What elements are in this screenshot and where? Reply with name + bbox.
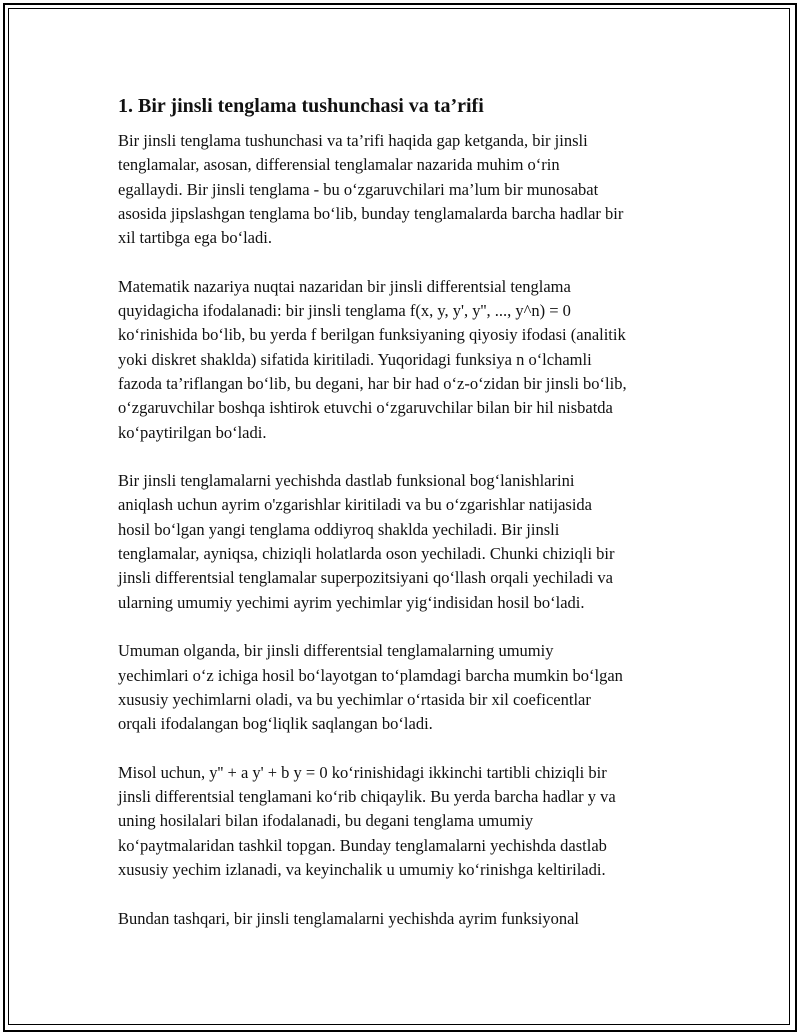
text-line: Bundan tashqari, bir jinsli tenglamalarni yechishda ayrim funksiyonal xyxy=(118,908,579,928)
text-line: hosil bo‘lgan yangi tenglama oddiyroq shaklda yechiladi. Bir jinsli xyxy=(118,519,560,539)
paragraph xyxy=(118,907,698,931)
text-line: tenglamalar, ayniqsa, chiziqli holatlarda oson yechiladi. Chunki chiziqli bir xyxy=(118,544,615,564)
text-line: jinsli differentsial tenglamani ko‘rib chiqaylik. Bu yerda barcha hadlar y va xyxy=(118,787,616,807)
text-line: uning hosilalari bilan ifodalanadi, bu degani tenglama umumiy xyxy=(118,811,534,831)
text-line: ko‘rinishida bo‘lib, bu yerda f berilgan funksiyaning qiyosiy ifodasi (analitik xyxy=(118,325,626,345)
text-line: asosida jipslashgan tenglama bo‘lib, bunday tenglamalarda barcha hadlar bir xyxy=(118,203,624,223)
text-line: fazoda ta’riflangan bo‘lib, bu degani, har bir had o‘z-o‘zidan bir jinsli bo‘lib, xyxy=(118,373,627,393)
text-line: Bir jinsli tenglamalarni yechishda dastlab funksional bog‘lanishlarini xyxy=(118,471,575,491)
paragraph xyxy=(118,469,698,615)
text-line: ko‘paytmalaridan tashkil topgan. Bunday tenglamalarni yechishda dastlab xyxy=(118,835,607,855)
document-body xyxy=(118,92,698,955)
text-line: ko‘paytirilgan bo‘ladi. xyxy=(118,422,267,442)
text-line: Umuman olganda, bir jinsli differentsial tenglamalarning umumiy xyxy=(118,641,554,661)
text-line: xususiy yechim izlanadi, va keyinchalik u umumiy ko‘rinishga keltiriladi. xyxy=(118,859,606,879)
text-line: Misol uchun, y'' + a y' + b y = 0 ko‘rinishidagi ikkinchi tartibli chiziqli bir xyxy=(118,762,607,782)
paragraph-list xyxy=(118,129,698,931)
text-line: aniqlash uchun ayrim o'zgarishlar kiritiladi va bu o‘zgarishlar natijasida xyxy=(118,495,592,515)
text-line: o‘zgaruvchilar boshqa ishtirok etuvchi o‘zgaruvchilar bilan bir hil nisbatda xyxy=(118,398,613,418)
text-line: jinsli differentsial tenglamalar superpozitsiyani qo‘llash orqali yechiladi va xyxy=(118,568,614,588)
text-line: Bir jinsli tenglama tushunchasi va ta’rifi haqida gap ketganda, bir jinsli xyxy=(118,131,588,150)
paragraph xyxy=(118,129,698,250)
text-line: xil tartibga ega bo‘ladi. xyxy=(118,228,272,248)
text-line: tenglamalar, asosan, differensial tenglamalar nazarida muhim o‘rin xyxy=(118,155,560,175)
text-line: egallaydi. Bir jinsli tenglama - bu o‘zgaruvchilari ma’lum bir munosabat xyxy=(118,179,599,199)
paragraph xyxy=(118,639,698,736)
text-line: yoki diskret shaklda) sifatida kiritiladi. Yuqoridagi funksiya n o‘lchamli xyxy=(118,349,592,369)
paragraph xyxy=(118,761,698,882)
text-line: quyidagicha ifodalanadi: bir jinsli tenglama f(x, y, y', y'', ..., y^n) = 0 xyxy=(118,301,571,321)
text-line: ularning umumiy yechimi ayrim yechimlar yig‘indisidan hosil bo‘ladi. xyxy=(118,592,585,612)
text-line: xususiy yechimlarni oladi, va bu yechimlar o‘rtasida bir xil coeficentlar xyxy=(118,689,591,709)
text-line: Matematik nazariya nuqtai nazaridan bir jinsli differentsial tenglama xyxy=(118,276,571,296)
text-line: yechimlari o‘z ichiga hosil bo‘layotgan to‘plamdagi barcha mumkin bo‘lgan xyxy=(118,665,623,685)
text-line: orqali ifodalangan bog‘liqlik saqlangan bo‘ladi. xyxy=(118,714,433,734)
document-title: 1. Bir jinsli tenglama tushunchasi va ta’rifi xyxy=(118,95,484,117)
paragraph xyxy=(118,275,698,445)
